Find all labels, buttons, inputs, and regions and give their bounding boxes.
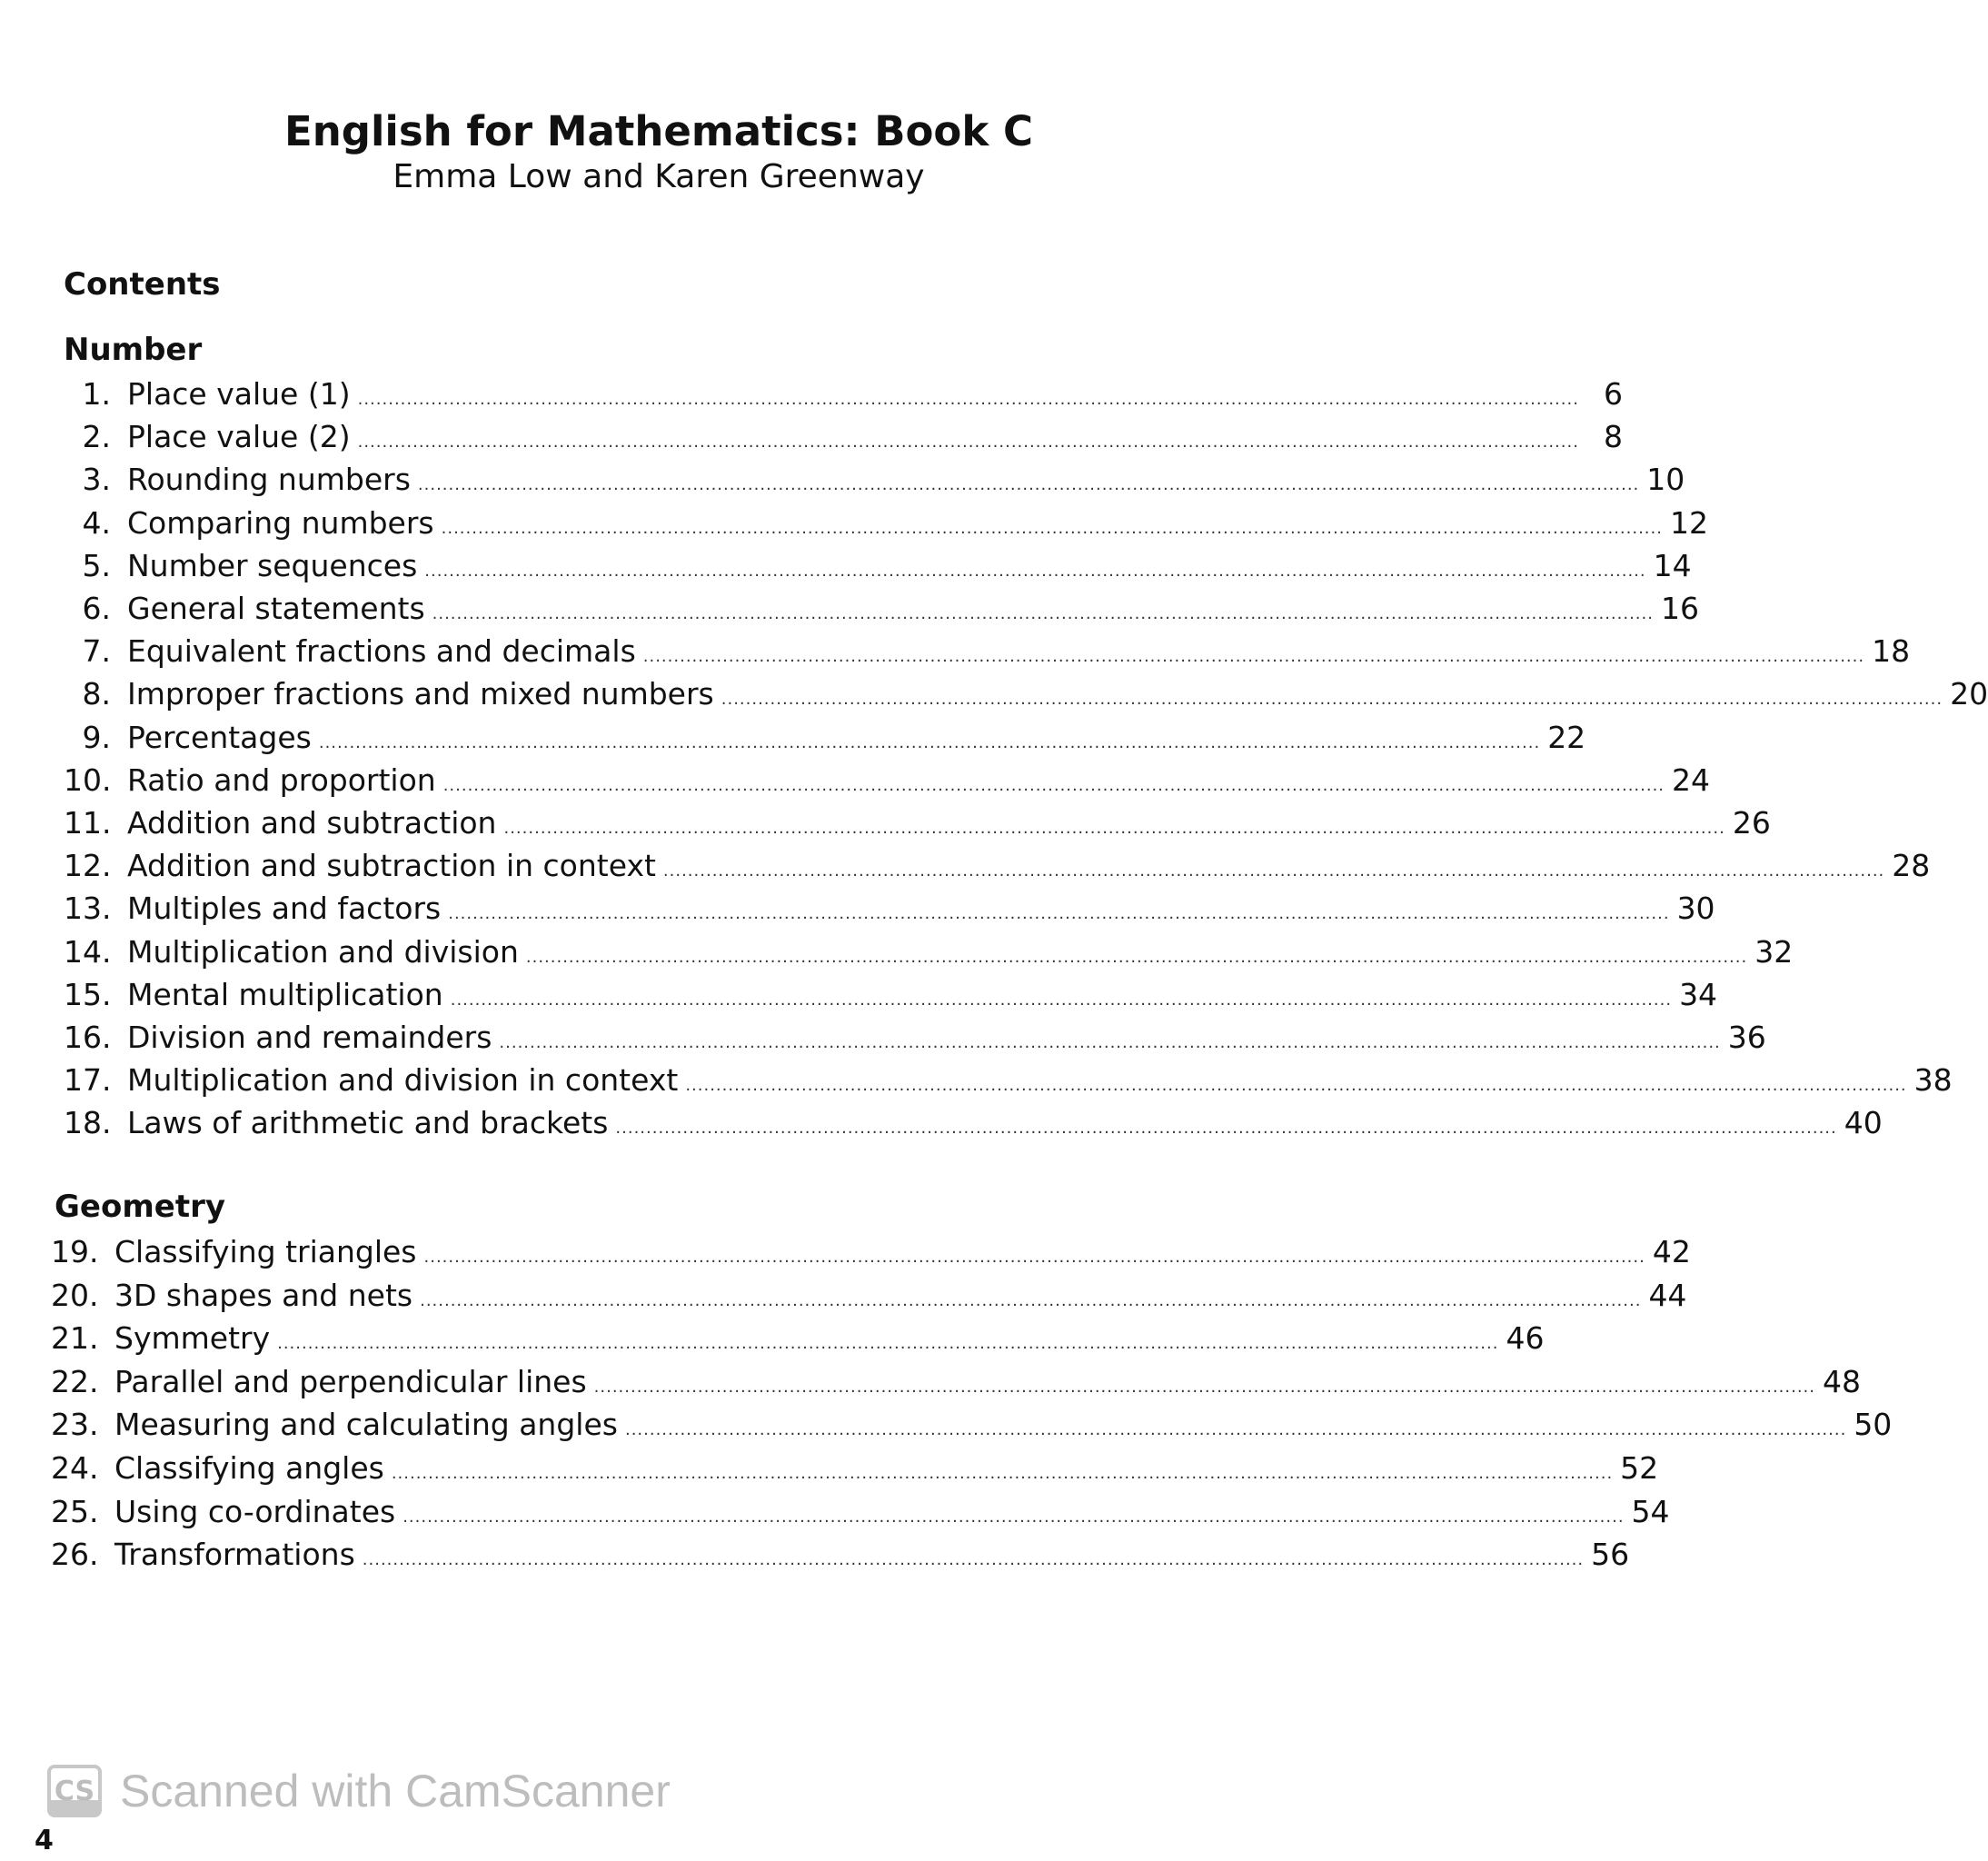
toc-leader-dots: ........................................................................................................................................................................................................ <box>420 1290 1642 1310</box>
toc-entry-title: Classifying triangles <box>114 1234 417 1269</box>
toc-entry <box>51 1234 1691 1276</box>
toc-entry-title: Improper fractions and mixed numbers <box>127 676 714 712</box>
toc-entry-title: Classifying angles <box>114 1450 384 1486</box>
toc-entry-number: 4. <box>82 504 111 541</box>
toc-entry-page: 48 <box>1823 1363 1861 1399</box>
book-title: English for Mathematics: Book C <box>284 107 1033 155</box>
toc-leader-dots: ........................................................................................................................................................................................................ <box>362 1550 1585 1570</box>
toc-entry-number: 16. <box>64 1020 112 1055</box>
toc-entry <box>51 1537 1630 1578</box>
toc-entry-number: 5. <box>82 547 111 583</box>
toc-entry <box>64 547 1692 590</box>
toc-entry <box>51 1493 1670 1536</box>
toc-entry-title: Multiplication and division <box>127 933 519 970</box>
toc-entry-title: Addition and subtraction <box>127 805 497 841</box>
toc-entry-number: 9. <box>82 719 111 755</box>
toc-entry <box>64 976 1718 1019</box>
toc-leader-dots: ........................................................................................................................................................................................................ <box>417 475 1640 495</box>
toc-entry-page: 24 <box>1672 761 1711 798</box>
toc-entry-page: 38 <box>1913 1062 1953 1099</box>
book-authors: Emma Low and Karen Greenway <box>393 158 925 195</box>
toc-leader-dots: ........................................................................................................................................................................................................ <box>624 1420 1847 1440</box>
toc-entry <box>64 676 1988 718</box>
watermark-text: Scanned with CamScanner <box>120 1766 671 1816</box>
toc-entry <box>64 1062 1953 1104</box>
toc-leader-dots: ........................................................................................................................................................................................................ <box>450 990 1673 1010</box>
toc-entry-title: Percentages <box>127 719 312 755</box>
toc-entry <box>51 1363 1861 1406</box>
toc-entry-title: Equivalent fractions and decimals <box>127 633 636 670</box>
toc-entry <box>64 591 1699 632</box>
toc-entry-page: 56 <box>1591 1537 1630 1573</box>
toc-leader-dots: ........................................................................................................................................................................................................ <box>424 561 1646 581</box>
toc-entry-page: 52 <box>1620 1450 1659 1486</box>
toc-entry-page: 50 <box>1854 1407 1893 1443</box>
toc-leader-dots: ........................................................................................................................................................................................................ <box>403 1507 1625 1527</box>
toc-entry-title: General statements <box>127 591 425 626</box>
page-number: 4 <box>35 1825 54 1856</box>
toc-entry-number: 13. <box>64 891 112 927</box>
toc-entry-number: 17. <box>64 1062 112 1099</box>
toc-entry-title: Mental multiplication <box>127 976 443 1012</box>
toc-entry-page: 20 <box>1950 676 1988 712</box>
toc-entry-number: 2. <box>82 419 111 455</box>
toc-leader-dots: ........................................................................................................................................................................................................ <box>423 1248 1645 1267</box>
toc-entry <box>51 1407 1893 1448</box>
toc-entry-number: 6. <box>82 591 111 626</box>
toc-leader-dots: ........................................................................................................................................................................................................ <box>662 861 1885 881</box>
camscanner-logo-icon: CS <box>47 1765 102 1817</box>
toc-entry-page: 8 <box>1603 419 1623 455</box>
contents-heading: Contents <box>64 266 221 303</box>
toc-entry-page: 6 <box>1603 376 1623 412</box>
section-heading-number: Number <box>64 332 203 368</box>
camscanner-watermark <box>47 1765 671 1817</box>
toc-entry-number: 7. <box>82 633 111 670</box>
toc-leader-dots: ........................................................................................................................................................................................................ <box>277 1334 1499 1354</box>
toc-leader-dots: ........................................................................................................................................................................................................ <box>448 904 1670 924</box>
toc-entry-number: 26. <box>51 1537 99 1573</box>
toc-entry-title: Symmetry <box>114 1320 271 1357</box>
toc-entry <box>64 633 1911 675</box>
toc-leader-dots: ........................................................................................................................................................................................................ <box>441 518 1663 538</box>
toc-entry-number: 18. <box>64 1105 112 1141</box>
toc-entry-page: 54 <box>1631 1493 1670 1529</box>
toc-entry-title: Multiples and factors <box>127 891 442 927</box>
toc-entry-title: Place value (2) <box>127 419 351 455</box>
toc-entry <box>64 462 1685 503</box>
toc-entry-number: 15. <box>64 976 112 1012</box>
toc-leader-dots: ........................................................................................................................................................................................................ <box>593 1377 1815 1397</box>
toc-leader-dots: ........................................................................................................................................................................................................ <box>442 775 1665 795</box>
toc-entry-title: Rounding numbers <box>127 462 411 498</box>
toc-entry <box>64 504 1708 547</box>
toc-leader-dots: ........................................................................................................................................................................................................ <box>503 819 1725 838</box>
toc-entry <box>51 1277 1687 1319</box>
toc-entry-title: Parallel and perpendicular lines <box>114 1363 587 1399</box>
section-heading-geometry: Geometry <box>55 1189 225 1225</box>
toc-leader-dots: ........................................................................................................................................................................................................ <box>721 690 1943 710</box>
toc-leader-dots: ........................................................................................................................................................................................................ <box>391 1464 1614 1483</box>
toc-entry-title: Ratio and proportion <box>127 761 436 798</box>
toc-entry-title: Place value (1) <box>127 376 351 412</box>
toc-entry-page: 14 <box>1653 547 1692 583</box>
toc-entry <box>64 848 1931 890</box>
toc-entry-number: 11. <box>64 805 112 841</box>
toc-entry <box>64 1105 1883 1147</box>
toc-entry-number: 14. <box>64 933 112 970</box>
toc-leader-dots: ........................................................................................................................................................................................................ <box>642 647 1865 667</box>
toc-entry-title: Using co-ordinates <box>114 1493 396 1529</box>
toc-entry <box>64 933 1794 976</box>
toc-entry-page: 10 <box>1646 462 1685 498</box>
toc-entry-page: 44 <box>1648 1277 1687 1313</box>
toc-entry-page: 12 <box>1669 504 1708 541</box>
toc-entry-page: 34 <box>1679 976 1718 1012</box>
toc-entry-title: Transformations <box>114 1537 355 1573</box>
toc-entry-number: 24. <box>51 1450 99 1486</box>
toc-leader-dots: ........................................................................................................................................................................................................ <box>525 947 1748 967</box>
toc-entry-page: 28 <box>1892 848 1931 884</box>
toc-entry-title: 3D shapes and nets <box>114 1277 413 1313</box>
toc-entry-page: 22 <box>1547 719 1586 755</box>
toc-entry-page: 16 <box>1660 591 1699 626</box>
toc-entry-page: 18 <box>1872 633 1911 670</box>
toc-entry-page: 32 <box>1754 933 1794 970</box>
toc-entry <box>64 719 1586 761</box>
toc-entry-title: Number sequences <box>127 547 418 583</box>
toc-entry-number: 25. <box>51 1493 99 1529</box>
toc-entry <box>64 891 1715 932</box>
toc-entry <box>64 761 1711 804</box>
toc-entry-title: Addition and subtraction in context <box>127 848 656 884</box>
toc-entry <box>64 1020 1766 1061</box>
toc-entry-number: 20. <box>51 1277 99 1313</box>
toc-entry-page: 46 <box>1506 1320 1545 1357</box>
toc-entry-number: 3. <box>82 462 111 498</box>
toc-entry-page: 30 <box>1676 891 1715 927</box>
toc-entry-title: Laws of arithmetic and brackets <box>127 1105 609 1141</box>
toc-leader-dots: ........................................................................................................................................................................................................ <box>615 1119 1837 1139</box>
toc-entry-number: 21. <box>51 1320 99 1357</box>
toc-entry-page: 42 <box>1652 1234 1691 1269</box>
toc-entry-number: 10. <box>64 761 112 798</box>
toc-entry-title: Measuring and calculating angles <box>114 1407 618 1443</box>
toc-leader-dots: ........................................................................................................................................................................................................ <box>318 732 1541 752</box>
toc-leader-dots: ........................................................................................................................................................................................................ <box>685 1076 1907 1096</box>
toc-entry-number: 22. <box>51 1363 99 1399</box>
toc-leader-dots: ........................................................................................................................................................................................................ <box>499 1033 1721 1052</box>
toc-entry-number: 1. <box>82 376 111 412</box>
toc-entry-number: 8. <box>82 676 111 712</box>
toc-entry-page: 36 <box>1727 1020 1766 1055</box>
toc-entry <box>64 805 1771 847</box>
toc-leader-dots: ........................................................................................................................................................................................................ <box>432 604 1654 623</box>
toc-entry-number: 23. <box>51 1407 99 1443</box>
toc-entry-page: 26 <box>1732 805 1771 841</box>
toc-entry-title: Multiplication and division in context <box>127 1062 679 1099</box>
toc-entry-title: Comparing numbers <box>127 504 434 541</box>
toc-entry <box>51 1320 1545 1362</box>
toc-entry <box>51 1450 1659 1492</box>
toc-entry-number: 12. <box>64 848 112 884</box>
toc-leader-dots: ........................................................................................................................................................................................................ <box>357 390 1579 409</box>
toc-entry-page: 40 <box>1844 1105 1883 1141</box>
toc-leader-dots: ........................................................................................................................................................................................................ <box>357 433 1579 453</box>
toc-entry <box>64 376 1623 418</box>
toc-entry <box>64 419 1623 461</box>
toc-entry-title: Division and remainders <box>127 1020 492 1055</box>
toc-entry-number: 19. <box>51 1234 99 1269</box>
